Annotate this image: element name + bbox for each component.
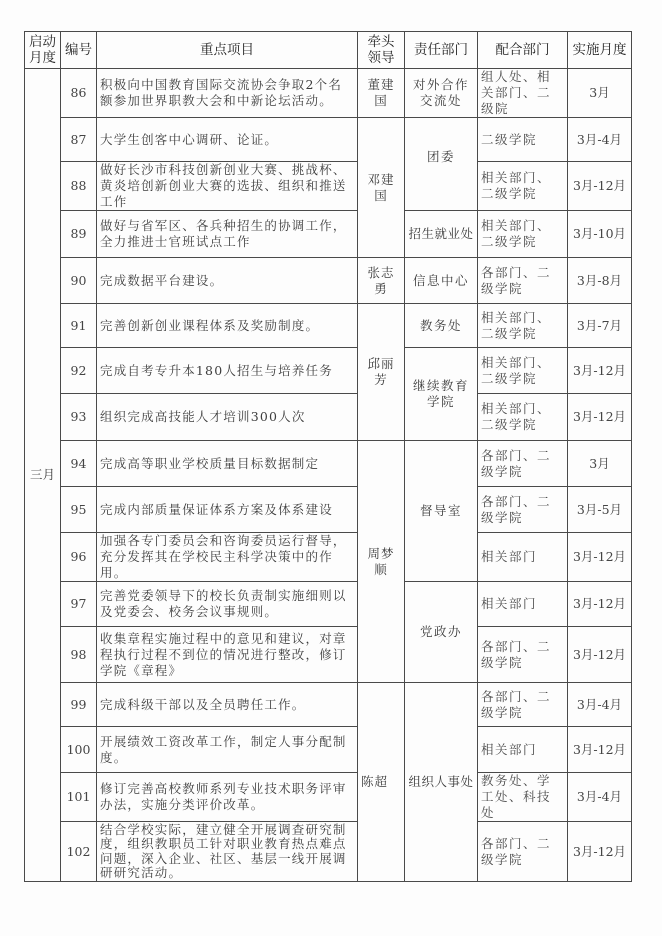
row-number: 88 xyxy=(61,162,97,211)
cooperating-dept: 相关部门、二级学院 xyxy=(478,304,568,348)
row-number: 98 xyxy=(61,627,97,683)
cooperating-dept: 各部门、二级学院 xyxy=(478,822,568,882)
row-number: 89 xyxy=(61,211,97,258)
period: 3月-12月 xyxy=(568,627,632,683)
row-number: 99 xyxy=(61,683,97,727)
responsible-dept-cell: 团委 xyxy=(405,118,478,211)
row-number: 100 xyxy=(61,727,97,773)
period: 3月-10月 xyxy=(568,211,632,258)
period: 3月 xyxy=(568,441,632,487)
responsible-dept-cell: 教务处 xyxy=(405,304,478,348)
table-row xyxy=(25,441,632,487)
table-row xyxy=(25,727,632,773)
header-lead: 牵头 领导 xyxy=(358,32,405,69)
period: 3月-12月 xyxy=(568,162,632,211)
row-number: 95 xyxy=(61,487,97,533)
header-row xyxy=(25,32,632,69)
cooperating-dept: 二级学院 xyxy=(478,118,568,162)
table-row xyxy=(25,69,632,118)
table-row xyxy=(25,258,632,304)
row-number: 102 xyxy=(61,822,97,882)
period: 3月-4月 xyxy=(568,683,632,727)
cooperating-dept: 相关部门、二级学院 xyxy=(478,348,568,394)
key-project: 完善创新创业课程体系及奖励制度。 xyxy=(97,304,358,348)
cooperating-dept: 相关部门 xyxy=(478,582,568,627)
period: 3月 xyxy=(568,69,632,118)
responsible-dept-cell: 招生就业处 xyxy=(405,211,478,258)
key-project: 完成高等职业学校质量目标数据制定 xyxy=(97,441,358,487)
responsible-dept-cell: 继续教育学院 xyxy=(405,348,478,441)
responsible-dept-cell: 组织人事处 xyxy=(405,683,478,882)
key-project: 完成内部质量保证体系方案及体系建设 xyxy=(97,487,358,533)
cooperating-dept: 相关部门、二级学院 xyxy=(478,211,568,258)
cooperating-dept: 各部门、二级学院 xyxy=(478,441,568,487)
row-number: 97 xyxy=(61,582,97,627)
period: 3月-4月 xyxy=(568,118,632,162)
cooperating-dept: 教务处、学工处、科技处 xyxy=(478,773,568,822)
lead-cell: 邱丽芳 xyxy=(358,304,405,441)
table-row xyxy=(25,773,632,822)
cooperating-dept: 各部门、二级学院 xyxy=(478,683,568,727)
key-project: 做好长沙市科技创新创业大赛、挑战杯、黄炎培创新创业大赛的选拔、组织和推送工作 xyxy=(97,162,358,211)
responsible-dept-cell: 党政办 xyxy=(405,582,478,683)
responsible-dept-cell: 对外合作交流处 xyxy=(405,69,478,118)
table-row xyxy=(25,582,632,627)
work-plan-table xyxy=(24,31,632,882)
row-number: 86 xyxy=(61,69,97,118)
key-project: 完成数据平台建设。 xyxy=(97,258,358,304)
cooperating-dept: 各部门、二级学院 xyxy=(478,487,568,533)
key-project: 结合学校实际，建立健全开展调查研究制度，组织教职员工针对职业教育热点难点问题，深入企业、社区、基层一线开展调研研究活动。 xyxy=(97,822,358,882)
period: 3月-12月 xyxy=(568,394,632,441)
key-project: 完成科级干部以及全员聘任工作。 xyxy=(97,683,358,727)
key-project: 开展绩效工资改革工作，制定人事分配制度。 xyxy=(97,727,358,773)
table-row xyxy=(25,304,632,348)
period: 3月-7月 xyxy=(568,304,632,348)
key-project: 收集章程实施过程中的意见和建议，对章程执行过程不到位的情况进行整改，修订学院《章程》 xyxy=(97,627,358,683)
header-start-month: 启动 月度 xyxy=(25,32,61,69)
period: 3月-8月 xyxy=(568,258,632,304)
table-row xyxy=(25,118,632,162)
row-number: 92 xyxy=(61,348,97,394)
row-number: 93 xyxy=(61,394,97,441)
lead-cell: 董建国 xyxy=(358,69,405,118)
cooperating-dept: 相关部门 xyxy=(478,727,568,773)
period: 3月-12月 xyxy=(568,582,632,627)
table-row xyxy=(25,394,632,441)
responsible-dept-cell: 督导室 xyxy=(405,441,478,582)
cooperating-dept: 相关部门、二级学院 xyxy=(478,394,568,441)
header-key-project: 重点项目 xyxy=(97,32,358,69)
lead-cell: 张志勇 xyxy=(358,258,405,304)
table-row xyxy=(25,822,632,882)
responsible-dept-cell: 信息中心 xyxy=(405,258,478,304)
header-responsible-dept: 责任部门 xyxy=(405,32,478,69)
cooperating-dept: 相关部门、二级学院 xyxy=(478,162,568,211)
table-row xyxy=(25,162,632,211)
row-number: 87 xyxy=(61,118,97,162)
table-row xyxy=(25,211,632,258)
cooperating-dept: 各部门、二级学院 xyxy=(478,627,568,683)
period: 3月-12月 xyxy=(568,533,632,582)
row-number: 96 xyxy=(61,533,97,582)
header-number: 编号 xyxy=(61,32,97,69)
period: 3月-5月 xyxy=(568,487,632,533)
row-number: 101 xyxy=(61,773,97,822)
header-period: 实施月度 xyxy=(568,32,632,69)
key-project: 完善党委领导下的校长负责制实施细则以及党委会、校务会议事规则。 xyxy=(97,582,358,627)
key-project: 大学生创客中心调研、论证。 xyxy=(97,118,358,162)
key-project: 完成自考专升本180人招生与培养任务 xyxy=(97,348,358,394)
period: 3月-12月 xyxy=(568,348,632,394)
table-row xyxy=(25,627,632,683)
table-row xyxy=(25,487,632,533)
lead-cell: 周梦顺 xyxy=(358,441,405,683)
header-cooperating-dept: 配合部门 xyxy=(478,32,568,69)
row-number: 94 xyxy=(61,441,97,487)
row-number: 90 xyxy=(61,258,97,304)
period: 3月-12月 xyxy=(568,822,632,882)
row-number: 91 xyxy=(61,304,97,348)
table-row xyxy=(25,683,632,727)
cooperating-dept: 组人处、相关部门、二级院 xyxy=(478,69,568,118)
key-project: 加强各专门委员会和咨询委员运行督导，充分发挥其在学校民主科学决策中的作用。 xyxy=(97,533,358,582)
period: 3月-4月 xyxy=(568,773,632,822)
cooperating-dept: 相关部门 xyxy=(478,533,568,582)
lead-cell: 邓建国 xyxy=(358,118,405,258)
table-row xyxy=(25,533,632,582)
start-month-cell: 三月 xyxy=(25,69,61,882)
cooperating-dept: 各部门、二级学院 xyxy=(478,258,568,304)
lead-cell: 陈超 xyxy=(358,683,405,882)
period: 3月-12月 xyxy=(568,727,632,773)
key-project: 修订完善高校教师系列专业技术职务评审办法，实施分类评价改革。 xyxy=(97,773,358,822)
key-project: 做好与省军区、各兵种招生的协调工作，全力推进士官班试点工作 xyxy=(97,211,358,258)
key-project: 组织完成高技能人才培训300人次 xyxy=(97,394,358,441)
key-project: 积极向中国教育国际交流协会争取2个名额参加世界职教大会和中新论坛活动。 xyxy=(97,69,358,118)
table-row xyxy=(25,348,632,394)
